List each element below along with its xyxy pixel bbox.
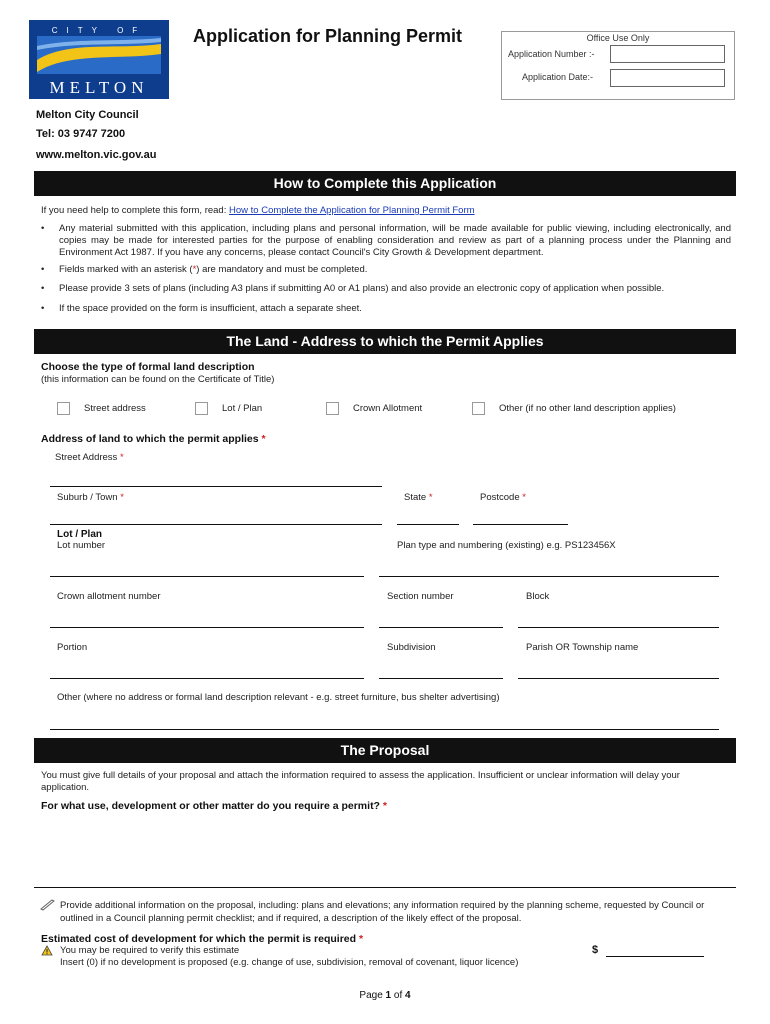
lot-number-label: Lot number (57, 540, 106, 551)
council-name: Melton City Council (36, 109, 139, 121)
other-description-input[interactable] (50, 729, 719, 730)
lot-plan-checkbox[interactable] (195, 402, 208, 415)
required-asterisk: * (382, 800, 387, 812)
bullet-dot: • (41, 283, 45, 294)
section-number-label: Section number (387, 591, 454, 602)
plan-type-input[interactable] (379, 576, 719, 577)
suburb-input[interactable] (50, 524, 382, 525)
other-checkbox[interactable] (472, 402, 485, 415)
proposal-note: Provide additional information on the proposal, including: plans and elevations; any information required by the planning scheme, requested by Council or outlined in a Council planning permit checklist; and if required, a description of the likely effect of the proposal. (60, 900, 705, 924)
help-intro-text: If you need help to complete this form, read: (41, 205, 229, 216)
land-description-title: Choose the type of formal land description (41, 361, 255, 373)
block-input[interactable] (518, 627, 719, 628)
plan-type-label: Plan type and numbering (existing) e.g. PS123456X (397, 540, 616, 551)
address-title-text: Address of land to which the permit applies (41, 433, 262, 445)
warning-icon (41, 945, 53, 956)
page-current: 1 (385, 990, 392, 1001)
bullet-dot: • (41, 264, 45, 275)
lot-plan-option: Lot / Plan (222, 403, 263, 414)
application-number-label: Application Number :- (508, 49, 595, 59)
address-title (41, 433, 266, 445)
help-guide-link[interactable]: How to Complete the Application for Planning Permit Form (229, 205, 475, 216)
proposal-text-area[interactable] (41, 816, 735, 886)
bullet-privacy-text: Any material submitted with this application, including plans and personal information, will be made available for public viewing, including electronically, and copies may be made for interested parties for the purpose of enabling consideration and review as part of a planning process under the Planning and Environment Act 1987. If you have any concerns, please contact Council's City Growth & Development department. (59, 223, 731, 258)
application-number-field[interactable] (610, 45, 725, 63)
cost-zero-note: Insert (0) if no development is proposed (e.g. change of use, subdivision, removal of covenant, liquor licence) (60, 957, 519, 968)
page-mid: of (391, 990, 406, 1001)
street-address-input[interactable] (50, 486, 382, 487)
crown-allotment-option: Crown Allotment (353, 403, 423, 414)
proposal-intro: You must give full details of your proposal and attach the information required to assess the application. Insufficient or unclear information will delay your application. (41, 770, 680, 793)
required-asterisk: * (119, 452, 124, 463)
cost-verify-note: You may be required to verify this estimate (60, 945, 240, 956)
bullet-space-text: If the space provided on the form is insufficient, attach a separate sheet. (59, 303, 362, 314)
bullet-asterisk-text (59, 264, 731, 276)
street-address-checkbox[interactable] (57, 402, 70, 415)
crown-allotment-input[interactable] (50, 627, 364, 628)
page-prefix: Page (359, 990, 386, 1001)
application-date-label: Application Date:- (522, 72, 594, 82)
postcode-input[interactable] (473, 524, 568, 525)
cost-input[interactable] (606, 956, 704, 957)
proposal-question (41, 800, 387, 812)
page-number (0, 990, 770, 1001)
required-asterisk: * (120, 492, 124, 503)
postcode-label-text: Postcode (480, 492, 523, 503)
street-address-label-text: Street Address (55, 452, 120, 463)
state-label (404, 492, 433, 503)
bullet-dot: • (41, 303, 45, 314)
crown-allotment-checkbox[interactable] (326, 402, 339, 415)
how-to-complete-heading: How to Complete this Application (34, 171, 736, 196)
bullet-plans (41, 283, 731, 295)
state-label-text: State (404, 492, 429, 503)
melton-logo (29, 20, 169, 99)
street-address-option: Street address (84, 403, 146, 414)
postcode-label (480, 492, 526, 503)
lot-number-input[interactable] (50, 576, 364, 577)
proposal-heading: The Proposal (34, 738, 736, 763)
help-intro (41, 205, 475, 216)
bullet-asterisk-end: ) are mandatory and must be completed. (196, 264, 368, 275)
subdivision-input[interactable] (379, 678, 503, 679)
logo-top-text: CITY OF (51, 26, 147, 35)
other-option: Other (if no other land description applies) (499, 403, 676, 414)
page-total: 4 (405, 990, 411, 1001)
council-website[interactable]: www.melton.vic.gov.au (36, 149, 157, 161)
suburb-label (57, 492, 124, 503)
other-description-label: Other (where no address or formal land description relevant - e.g. street furniture, bus shelter advertising) (57, 692, 500, 703)
parish-label: Parish OR Township name (526, 642, 639, 653)
application-date-field[interactable] (610, 69, 725, 87)
bullet-plans-text: Please provide 3 sets of plans (including A3 plans if submitting A0 or A1 plans) and also provide an electronic copy of application when possible. (59, 283, 665, 294)
block-label: Block (526, 591, 550, 602)
proposal-question-text: For what use, development or other matter do you require a permit? (41, 800, 383, 812)
dollar-sign: $ (592, 944, 599, 956)
lot-plan-subtitle: Lot / Plan (57, 529, 102, 540)
street-address-label (55, 452, 124, 463)
required-asterisk: * (261, 433, 266, 445)
cost-title (41, 933, 363, 945)
state-input[interactable] (397, 524, 459, 525)
asterisk-symbol: * (192, 264, 197, 275)
bullet-asterisk (41, 264, 731, 276)
council-phone: Tel: 03 9747 7200 (36, 128, 126, 140)
parish-input[interactable] (518, 678, 719, 679)
page-title: Application for Planning Permit (193, 26, 463, 46)
pencil-icon (40, 899, 56, 911)
required-asterisk: * (358, 933, 364, 945)
office-use-box (501, 31, 735, 100)
portion-label: Portion (57, 642, 88, 653)
required-asterisk: * (522, 492, 526, 503)
bullet-privacy (41, 223, 731, 259)
logo-bottom-text: MELTON (49, 78, 149, 97)
suburb-label-text: Suburb / Town (57, 492, 121, 503)
bullet-space (41, 303, 731, 315)
crown-allotment-label: Crown allotment number (57, 591, 161, 602)
land-address-heading: The Land - Address to which the Permit Applies (34, 329, 736, 354)
bullet-dot: • (41, 223, 45, 234)
bullet-asterisk-start: Fields marked with an asterisk ( (59, 264, 193, 275)
office-use-label: Office Use Only (586, 33, 650, 43)
required-asterisk: * (428, 492, 433, 503)
subdivision-label: Subdivision (387, 642, 436, 653)
portion-input[interactable] (50, 678, 364, 679)
proposal-text-underline (34, 887, 736, 888)
cost-title-text: Estimated cost of development for which the permit is required (41, 933, 359, 945)
section-number-input[interactable] (379, 627, 503, 628)
land-description-subtitle: (this information can be found on the Certificate of Title) (41, 374, 275, 385)
